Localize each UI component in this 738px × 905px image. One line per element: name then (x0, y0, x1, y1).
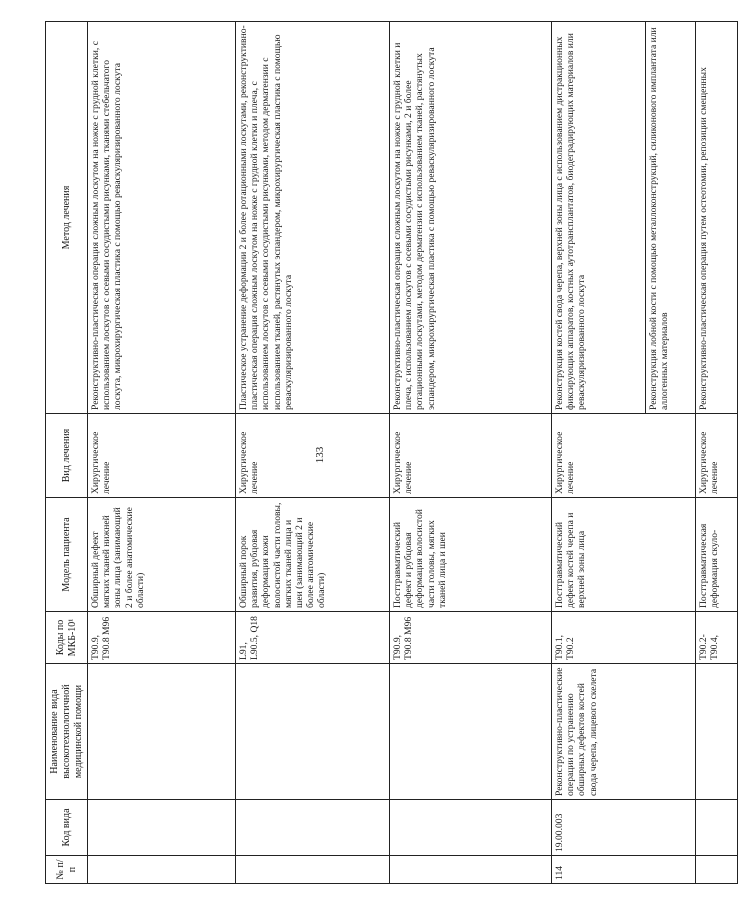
cell-code (696, 800, 738, 856)
cell-icd: T90.9, T90.8 M96 (390, 612, 552, 664)
col-header-model: Модель пациента (46, 498, 88, 612)
col-header-icd: Коды по МКБ-10¹ (46, 612, 88, 664)
cell-model: Обширный порок развития, рубцовая деформация кожи волосистой части головы, мягких тканей лица и шеи (занимающий 2 и более анатомические области) (236, 498, 390, 612)
cell-icd: T90.2-T90.4, (696, 612, 738, 664)
table-row (552, 22, 646, 884)
cell-model: Обширный дефект мягких тканей нижней зоны лица (занимающий 2 и более анатомические области) (88, 498, 236, 612)
cell-name (88, 664, 236, 800)
cell-num (88, 856, 236, 884)
cell-method: Реконструктивно-пластическая операция сложным лоскутом на ножке с грудной клетки, с использованием лоскутов с осевыми сосудистыми рисунками, тканями стебельчатого лоскута, микрохирургическая пластика с помощью реваскуляризированного лоскута (88, 22, 236, 414)
cell-icd: T90.1, T90.2 (552, 612, 696, 664)
cell-model: Посттравматический дефект костей черепа и верхней зоны лица (552, 498, 696, 612)
cell-treatment: Хирургическое лечение (88, 414, 236, 498)
table-row (390, 22, 552, 884)
col-header-code: Код вида (46, 800, 88, 856)
cell-code (236, 800, 390, 856)
table-row (88, 22, 236, 884)
cell-code (88, 800, 236, 856)
cell-num (390, 856, 552, 884)
vmp-table (45, 21, 738, 884)
cell-method: Реконструкция костей свода черепа, верхней зоны лица с использованием дистракционных фиксирующих аппаратов, костных аутотрансплантатов, биодеградирующих материалов или реваскуляризированного лоскута (552, 22, 646, 414)
cell-num (696, 856, 738, 884)
cell-method: Реконструкция лобной кости с помощью металлоконструкций, силиконового имплантата или аллогенных материалов (646, 22, 696, 414)
cell-treatment: Хирургическое лечение (552, 414, 696, 498)
col-header-method: Метод лечения (46, 22, 88, 414)
cell-name (236, 664, 390, 800)
cell-model: Посттравматическая деформация скуло- (696, 498, 738, 612)
cell-icd: T90.9, T90.8 M96 (88, 612, 236, 664)
cell-name (390, 664, 552, 800)
table-row (236, 22, 390, 884)
cell-treatment: Хирургическое лечение (696, 414, 738, 498)
col-header-treatment: Вид лечения (46, 414, 88, 498)
table-header-row (46, 22, 88, 884)
col-header-num: № п/п (46, 856, 88, 884)
cell-method: Реконструктивно-пластическая операция сложным лоскутом на ножке с грудной клетки и плеча, с использованием лоскутов с осевыми сосудистыми рисунками, 2 и более ротационными лоскутами, методом дерматензии с использованием тканей, растянутых эспандером, микрохирургическая пластика с помощью реваскуляризированного лоскута (390, 22, 552, 414)
cell-treatment: Хирургическое лечение (390, 414, 552, 498)
cell-num (236, 856, 390, 884)
cell-num: 114 (552, 856, 696, 884)
table-row (696, 22, 738, 884)
rotated-table-container (45, 22, 721, 884)
cell-code (390, 800, 552, 856)
cell-method: Реконструктивно-пластическая операция путем остеотомии, репозиции смещенных (696, 22, 738, 414)
cell-code: 19.00.003 (552, 800, 696, 856)
col-header-name: Наименование вида высокотехнологичной медицинской помощи (46, 664, 88, 800)
cell-icd: L91, L90.5, Q18 (236, 612, 390, 664)
cell-treatment: Хирургическое лечение (236, 414, 390, 498)
cell-model: Посттравматический дефект и рубцовая деформация волосистой части головы, мягких тканей лица и шеи (390, 498, 552, 612)
cell-method: Пластическое устранение деформации 2 и более ротационными лоскутами, реконструктивно-пластическая операция сложным лоскутом на ножке с грудной клетки и плеча, с использованием лоскутов с осевыми сосудистыми рисунками, методом дерматензии с использованием тканей, растянутых эспандером, микрохирургическая пластика с помощью реваскуляризированного лоскута (236, 22, 390, 414)
page-number: 133 (314, 446, 326, 464)
cell-name: Реконструктивно-пластические операции по устранению обширных дефектов костей свода черепа, лицевого скелета (552, 664, 696, 800)
cell-name (696, 664, 738, 800)
